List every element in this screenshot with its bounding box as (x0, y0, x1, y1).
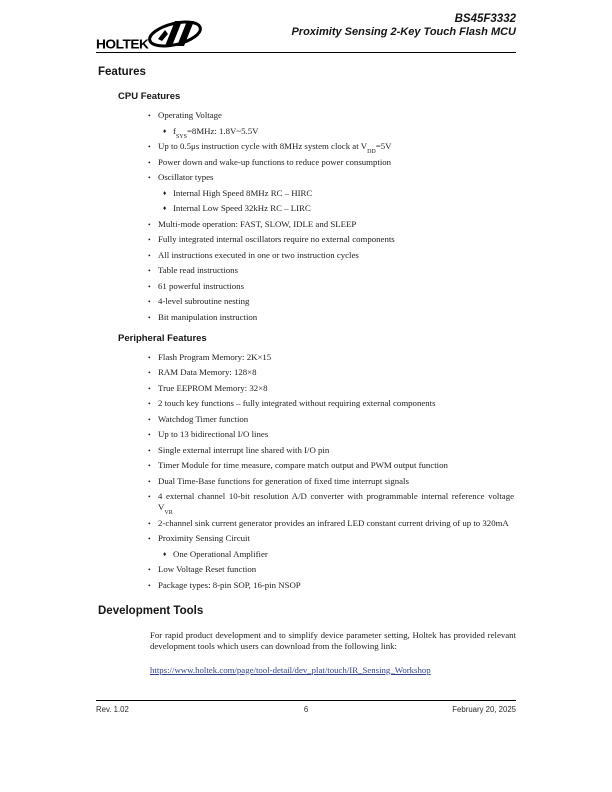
bullet-icon: • (148, 142, 151, 151)
peripheral-feature-list (148, 352, 516, 591)
feature-item-text: Power down and wake-up functions to reduce power consumption (158, 156, 392, 167)
bullet-icon: • (148, 266, 151, 275)
feature-item (148, 141, 516, 156)
bullet-icon: • (148, 383, 151, 393)
diamond-bullet-icon: ♦ (163, 550, 167, 558)
feature-item (148, 234, 516, 245)
footer-revision: Rev. 1.02 (96, 705, 129, 714)
feature-item (148, 429, 516, 440)
holtek-logo-text: HOLTEK (96, 36, 149, 51)
feature-item (148, 281, 516, 292)
feature-item (163, 125, 516, 140)
feature-item-text: Proximity Sensing Circuit (158, 533, 250, 543)
feature-item-text: 61 powerful instructions (158, 280, 245, 291)
feature-item-text: 4 external channel 10-bit resolution A/D converter with programmable internal reference voltage $V_{VR}$ (158, 491, 514, 517)
feature-item-text: Table read instructions (158, 265, 238, 275)
feature-item (148, 219, 516, 230)
feature-item-text: Up to 13 bidirectional I/O lines (158, 429, 269, 439)
bullet-icon: • (148, 430, 151, 439)
bullet-icon: • (148, 565, 151, 574)
feature-item (148, 157, 516, 168)
bullet-icon: • (148, 414, 151, 424)
feature-item (163, 549, 516, 560)
bullet-icon: • (148, 368, 151, 377)
bullet-icon: • (148, 534, 151, 543)
feature-item-text: All instructions executed in one or two instruction cycles (158, 249, 359, 260)
feature-item-text: Operating Voltage (158, 110, 222, 120)
feature-item (163, 188, 516, 199)
feature-item (148, 476, 516, 487)
page-header (96, 12, 516, 52)
subsection-title-peripheral-features: Peripheral Features (118, 332, 207, 344)
development-tools-link[interactable]: https://www.holtek.com/page/tool-detail/dev_plat/touch/IR_Sensing_Workshop (150, 664, 431, 675)
cpu-feature-list (148, 110, 516, 323)
footer-divider (96, 700, 516, 701)
diamond-bullet-icon: ♦ (163, 205, 167, 212)
diamond-bullet-icon: ♦ (163, 127, 167, 135)
feature-item-text: Multi-mode operation: FAST, SLOW, IDLE and SLEEP (158, 218, 357, 229)
feature-item-text: Low Voltage Reset function (158, 564, 257, 574)
header-divider (96, 52, 516, 53)
page-body (96, 66, 516, 678)
bullet-icon: • (148, 250, 151, 260)
feature-item (148, 564, 516, 575)
feature-item-text: Oscillator types (158, 172, 214, 182)
feature-item-text: 4-level subroutine nesting (158, 296, 250, 306)
bullet-icon: • (148, 580, 151, 590)
holtek-logo (96, 18, 204, 51)
feature-item-text: Flash Program Memory: 2K×15 (158, 351, 272, 362)
bullet-icon: • (148, 219, 151, 229)
feature-item-text: Timer Module for time measure, compare match output and PWM output function (158, 460, 448, 470)
bullet-icon: • (148, 352, 151, 362)
section-title-development-tools: Development Tools (98, 604, 204, 617)
feature-item-text: Package types: 8-pin SOP, 16-pin NSOP (158, 579, 301, 590)
bullet-icon: • (148, 399, 151, 408)
feature-item-text: Dual Time-Base functions for generation of fixed time interrupt signals (158, 475, 409, 486)
feature-item-text: True EEPROM Memory: 32×8 (158, 382, 268, 393)
feature-item (148, 367, 516, 378)
feature-item (148, 518, 516, 529)
bullet-icon: • (148, 518, 151, 528)
feature-item-text: Internal Low Speed 32kHz RC – LIRC (173, 203, 311, 213)
holtek-logo-icon (146, 18, 204, 50)
feature-item (148, 352, 516, 363)
feature-item (148, 296, 516, 307)
feature-item (148, 414, 516, 425)
bullet-icon: • (148, 157, 151, 167)
feature-item-text: RAM Data Memory: 128×8 (158, 367, 257, 377)
feature-item (148, 250, 516, 261)
feature-item-text: Single external interrupt line shared with I/O pin (158, 444, 330, 455)
feature-item (148, 460, 516, 471)
bullet-icon: • (148, 281, 151, 291)
feature-item (148, 110, 516, 121)
development-tools-paragraph: For rapid product development and to simplify device parameter setting, Holtek has provided relevant development tools which users can download from the following link: (150, 629, 516, 651)
section-title-features: Features (98, 66, 146, 78)
bullet-icon: • (148, 111, 151, 120)
bullet-icon: • (148, 235, 151, 244)
bullet-icon: • (148, 476, 151, 486)
feature-item (148, 172, 516, 183)
bullet-icon: • (148, 461, 151, 470)
feature-item (148, 265, 516, 276)
feature-item-text: Fully integrated internal oscillators require no external components (158, 234, 395, 244)
feature-item-text: Up to 0.5μs instruction cycle with 8MHz system clock at $V_{DD}=5V$ (158, 141, 392, 156)
feature-item-text: Bit manipulation instruction (158, 311, 258, 322)
document-subtitle: Proximity Sensing 2-Key Touch Flash MCU (291, 26, 516, 38)
bullet-icon: • (148, 297, 151, 306)
feature-item (148, 398, 516, 409)
feature-item-text: 2 touch key functions – fully integrated without requiring external components (158, 398, 436, 408)
bullet-icon: • (148, 312, 151, 322)
bullet-icon: • (148, 492, 151, 501)
part-number: BS45F3332 (454, 13, 516, 25)
footer-page-number: 6 (303, 705, 309, 714)
feature-item-text: $f_{SYS}=8MHz$: 1.8V~5.5V (173, 125, 259, 140)
diamond-bullet-icon: ♦ (163, 189, 167, 197)
bullet-icon: • (148, 173, 151, 182)
bullet-icon: • (148, 445, 151, 455)
feature-item (148, 383, 516, 394)
feature-item (148, 312, 516, 323)
feature-item (148, 445, 516, 456)
subsection-title-cpu-features: CPU Features (118, 91, 181, 102)
feature-item (163, 203, 516, 214)
feature-item-text: 2-channel sink current generator provides an infrared LED constant current driving of up to 320mA (158, 517, 509, 528)
feature-item (148, 580, 516, 591)
feature-item (148, 491, 516, 517)
feature-item (148, 533, 516, 544)
feature-item-text: Watchdog Timer function (158, 413, 249, 424)
feature-item-text: Internal High Speed 8MHz RC – HIRC (173, 187, 313, 198)
footer-date: February 20, 2025 (452, 705, 516, 714)
feature-item-text: One Operational Amplifier (173, 548, 268, 559)
